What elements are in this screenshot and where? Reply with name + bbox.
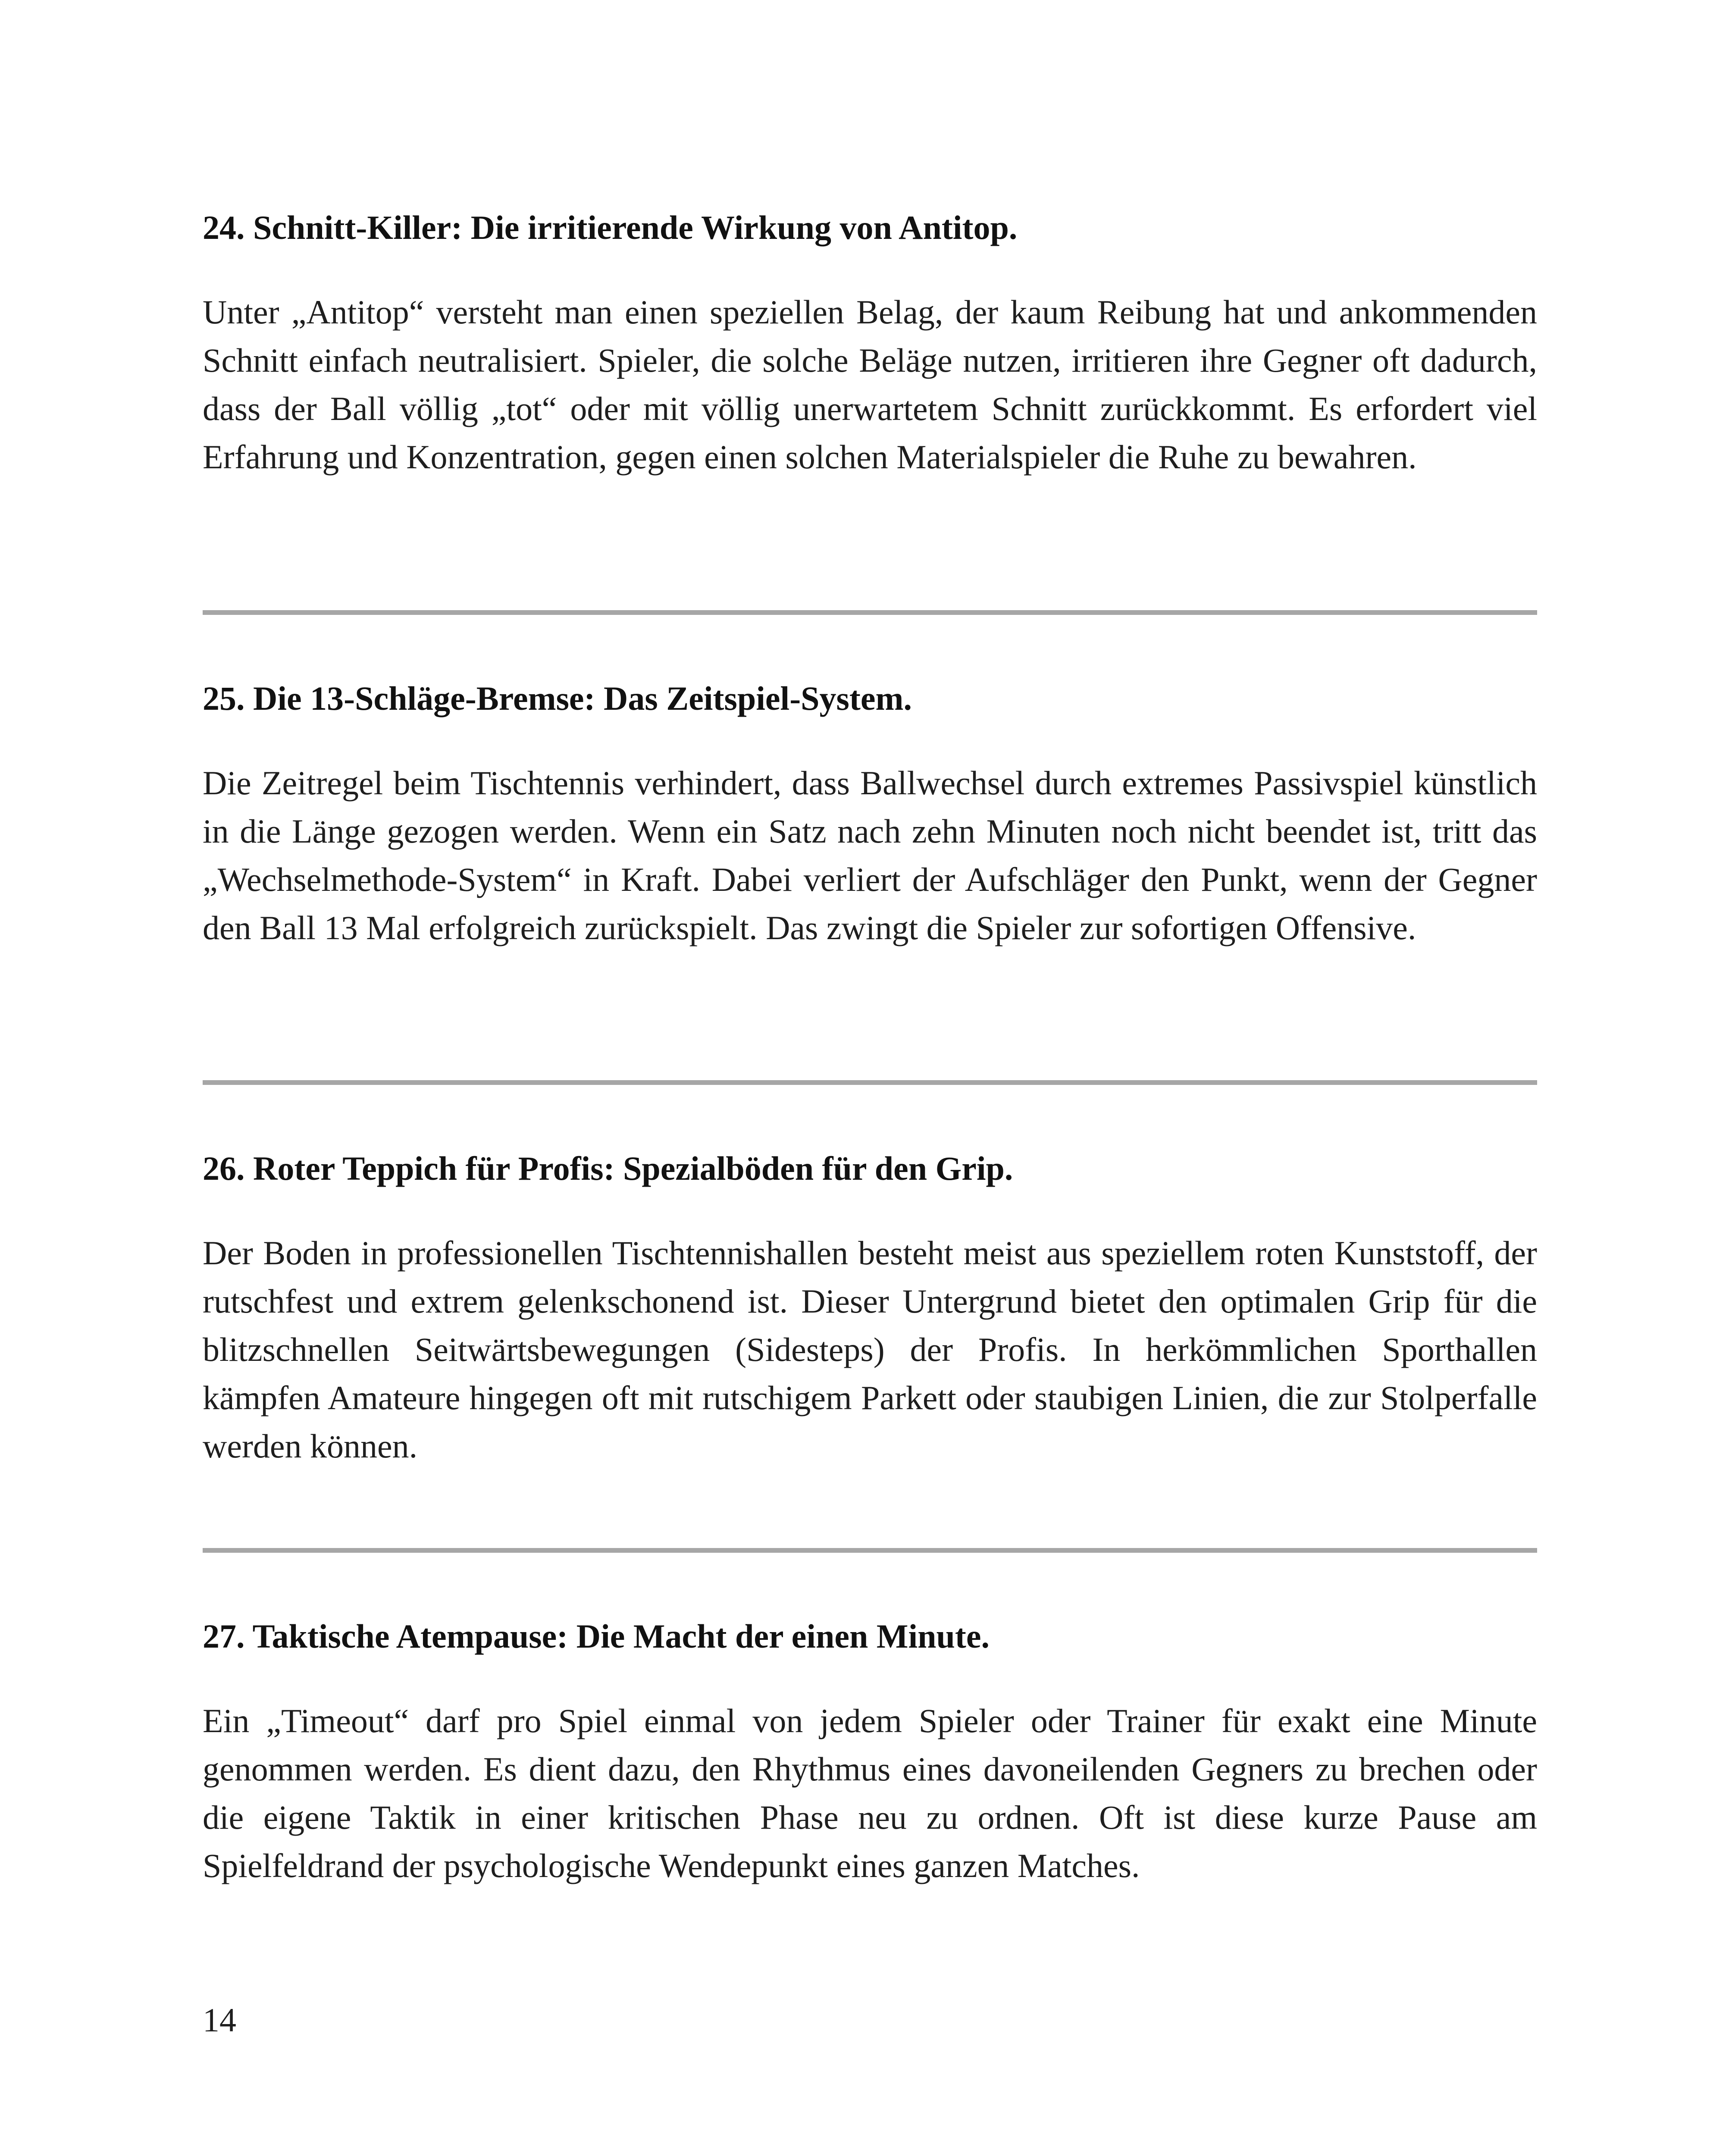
section-paragraph: Die Zeitregel beim Tischtennis verhindert, dass Ballwechsel durch extremes Passivspiel künstlich in die Länge gezogen werden. Wenn ein Satz nach zehn Minuten noch nicht beendet ist, tritt das „Wechselmethode-System“ in Kraft. Dabei verliert der Aufschläger den Punkt, wenn der Gegner den Ball 13 Mal erfolgreich zurückspielt. Das zwingt die Spieler zur sofortigen Offensive. <box>203 764 1537 946</box>
section-26 <box>203 1147 1537 1470</box>
section-heading: 25. Die 13-Schläge-Bremse: Das Zeitspiel-System. <box>203 680 912 717</box>
section-25 <box>203 677 1537 952</box>
section-heading: 24. Schnitt-Killer: Die irritierende Wirkung von Antitop. <box>203 209 1018 246</box>
section-paragraph: Der Boden in professionellen Tischtennishallen besteht meist aus speziellem roten Kunststoff, der rutschfest und extrem gelenkschonend ist. Dieser Untergrund bietet den optimalen Grip für die blitzschnellen Seitwärtsbewegungen (Sidesteps) der Profis. In herkömmlichen Sporthallen kämpfen Amateure hingegen oft mit rutschigem Parkett oder staubigen Linien, die zur Stolperfalle werden können. <box>203 1234 1537 1465</box>
section-27 <box>203 1615 1537 1890</box>
section-24 <box>203 206 1537 481</box>
page-number: 14 <box>203 2001 236 2039</box>
section-paragraph: Unter „Antitop“ versteht man einen speziellen Belag, der kaum Reibung hat und ankommenden Schnitt einfach neutralisiert. Spieler, die solche Beläge nutzen, irritieren ihre Gegner oft dadurch, dass der Ball völlig „tot“ oder mit völlig unerwartetem Schnitt zurückkommt. Es erfordert viel Erfahrung und Konzentration, gegen einen solchen Materialspieler die Ruhe zu bewahren. <box>203 293 1537 476</box>
section-divider <box>203 610 1537 615</box>
section-heading: 26. Roter Teppich für Profis: Spezialböden für den Grip. <box>203 1150 1013 1187</box>
section-paragraph: Ein „Timeout“ darf pro Spiel einmal von jedem Spieler oder Trainer für exakt eine Minute genommen werden. Es dient dazu, den Rhythmus eines davoneilenden Gegners zu brechen oder die eigene Taktik in einer kritischen Phase neu zu ordnen. Oft ist diese kurze Pause am Spielfeldrand der psychologische Wendepunkt eines ganzen Matches. <box>203 1702 1537 1884</box>
section-heading: 27. Taktische Atempause: Die Macht der einen Minute. <box>203 1617 990 1655</box>
section-divider <box>203 1080 1537 1085</box>
section-divider <box>203 1548 1537 1553</box>
